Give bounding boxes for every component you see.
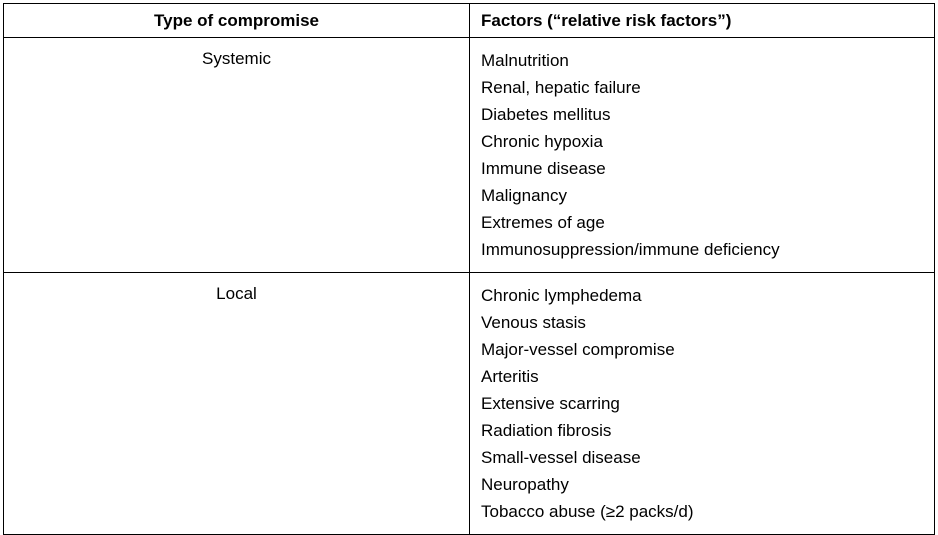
factor-item: Arteritis xyxy=(481,367,539,386)
factor-item: Extensive scarring xyxy=(481,394,620,413)
factor-item: Major-vessel compromise xyxy=(481,340,675,359)
factor-item: Venous stasis xyxy=(481,313,586,332)
factor-item: Malignancy xyxy=(481,186,567,205)
factor-item: Immunosuppression/immune deficiency xyxy=(481,240,780,259)
table-header-row xyxy=(4,4,935,38)
risk-factors-table-container xyxy=(3,3,934,535)
factor-item: Neuropathy xyxy=(481,475,569,494)
factor-item: Diabetes mellitus xyxy=(481,105,611,124)
factor-item: Extremes of age xyxy=(481,213,605,232)
factor-item: Malnutrition xyxy=(481,51,569,70)
table-row-local xyxy=(4,273,935,535)
factor-item: Renal, hepatic failure xyxy=(481,78,641,97)
factors-cell-local xyxy=(470,273,935,535)
header-type-of-compromise: Type of compromise xyxy=(4,4,470,38)
table-row-systemic xyxy=(4,38,935,273)
factor-item: Immune disease xyxy=(481,159,606,178)
factor-item: Tobacco abuse (≥2 packs/d) xyxy=(481,502,694,521)
type-cell-systemic: Systemic xyxy=(4,38,470,273)
factors-cell-systemic xyxy=(470,38,935,273)
factor-item: Chronic hypoxia xyxy=(481,132,603,151)
factor-item: Small-vessel disease xyxy=(481,448,641,467)
type-cell-local: Local xyxy=(4,273,470,535)
header-factors: Factors (“relative risk factors”) xyxy=(470,4,935,38)
risk-factors-table xyxy=(3,3,935,535)
factor-item: Radiation fibrosis xyxy=(481,421,612,440)
factor-item: Chronic lymphedema xyxy=(481,286,642,305)
